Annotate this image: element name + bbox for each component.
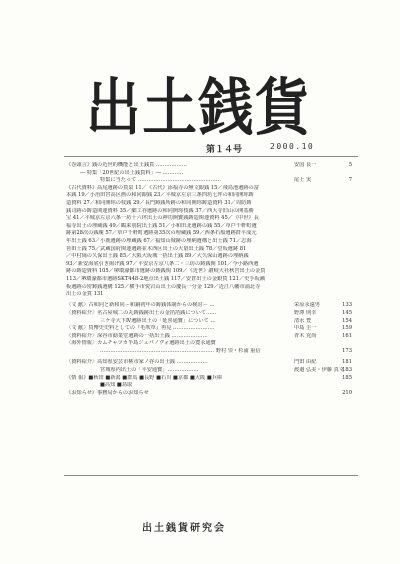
toc-entry — [66, 177, 352, 185]
toc-entry-page: 173 — [342, 348, 352, 355]
toc-entry — [66, 268, 352, 276]
toc-entry-title: 本銭 19／小治田宮高区画の和同銀銭 23／平城京左京三条四坊七坪の和同開珎鋳 — [66, 192, 254, 199]
toc-entry-title: ………………………………………………………… 野村 崇・杉浦 重信 — [100, 348, 261, 355]
toc-entry — [66, 192, 352, 200]
toc-entry-page: 210 — [342, 389, 352, 396]
toc-entry-title: 出土の金貨 131 — [66, 291, 104, 298]
toc-entry-title: 三ケ寺大下Ⅳ遺跡出土の「延喜通寶」について … — [100, 317, 216, 324]
toc-entry-title: 〈資料紹介〉深谷市勧業堂遺跡の一括出土銭 ………………… — [66, 332, 208, 339]
toc-entry — [66, 390, 352, 398]
toc-entry — [66, 246, 352, 254]
toc-entry-title: 〈資料紹介〉高知県安芸市桃市家ノ谷の出土銭 ……………… — [66, 359, 208, 366]
toc-entry — [66, 170, 352, 178]
toc-entry — [66, 291, 352, 299]
toc-entry-page: 5 — [348, 162, 352, 168]
toc-entry-title: 〈資料紹介〉名古屋城二の丸鋳銭跡出土の金箔箔銭について…… — [66, 310, 217, 317]
toc-entry — [66, 215, 352, 223]
toc-entry — [66, 276, 352, 284]
toc-entry-author: 青木 克尚 — [294, 332, 317, 339]
toc-entry-title: 跡第28次の銭塊 57／草戸千軒町遺跡第35次の埋蔵銭 59／西条石船遺跡群平成元 — [66, 230, 257, 237]
toc-entry — [66, 302, 352, 310]
toc-entry — [66, 223, 352, 231]
toc-entry — [66, 310, 352, 318]
toc-entry-author: 栄原永遠男 — [294, 302, 320, 309]
toc-entry-title: 《古代資料》高尾遺跡の貨泉 11／《古代》添福寺の無文銀銭 15／飛鳥池遺跡の富 — [66, 184, 259, 191]
journal-title: 出土銭貨 — [86, 71, 312, 144]
toc-entry-title: ／中村岡の久保出土銭 85／大阪大坂城一括出土銭 89／大久保山遺跡の埋納銭 — [66, 253, 249, 260]
toc-entry-page: 154 — [342, 317, 352, 324]
toc-entry — [66, 185, 352, 193]
toc-entry-page: 185 — [342, 374, 352, 381]
toc-entry — [66, 284, 352, 292]
toc-entry-author: 清水 豊 — [294, 317, 312, 324]
toc-entry-author: 野澤 則幸 — [294, 310, 317, 317]
toc-entry-author: 中島 圭一 — [294, 325, 317, 332]
toc-entry — [66, 253, 352, 261]
toc-entry-title: 113／堺環濠都市遺跡SKT448-2地点出土銭 117／安倉出土の金銀貨 121／史手坂瀬 — [66, 275, 265, 282]
toc-entry — [66, 333, 352, 341]
toc-entry-author: 尾上 実 — [294, 177, 312, 184]
toc-entry-title: 特集に当たって ………………………………………… — [100, 177, 221, 184]
toc-entry — [66, 200, 352, 208]
toc-entry-title: 〈文 献〉古和同と新和同－和銅初年の鋳銭体制からの検討－ … — [66, 302, 215, 309]
toc-entry — [66, 359, 352, 367]
toc-entry-page: 145 — [342, 310, 352, 317]
issue-date: 2000.10 — [270, 142, 315, 151]
toc-entry — [66, 382, 352, 390]
toc-entry-author: 安国 良一 — [294, 162, 317, 168]
toc-entry — [66, 375, 352, 383]
toc-entry-title: 《お知らせ》事務局からのお知らせ — [66, 389, 149, 396]
toc-entry-page: 183 — [342, 367, 352, 374]
toc-entry-title: 《情 報》■秋田 ■新潟 ■群馬 ■長野 ■石川 ■京都 ■大阪 ■兵庫 — [66, 374, 223, 381]
table-of-contents — [66, 162, 352, 397]
toc-entry-page: 7 — [348, 177, 352, 184]
toc-entry-title: 年出土銭 63／小鹿遺跡の埋蔵銭 67／福知山城跡の埋納遺構と出土銭 71／志海 — [66, 237, 252, 244]
issue-number: 第１４号 — [206, 145, 243, 155]
toc-entry-title: 93／新安海底引き揚げ銭 97／平安京左京八条二・三坊の鋳銭関 101／今小路西遺 — [66, 260, 259, 267]
toc-entry-title: 造資料 27／和同開珎の枝銭 29／長門鋳銭所跡の和同開珎鋳造資料 31／周防鋳 — [66, 199, 252, 206]
toc-entry — [66, 340, 352, 348]
toc-entry — [66, 318, 352, 326]
toc-entry-author: 門田 由紀 — [294, 359, 317, 366]
toc-entry-title: 板遺跡の密鋳銭遺構 125／横手市愛宕山出土の慶長一分金 129／近江八幡市浦北寺 — [66, 283, 261, 290]
toc-entry — [66, 348, 352, 356]
toc-entry — [66, 367, 352, 375]
toc-entry — [66, 208, 352, 216]
toc-entry-author: 渡邉 弘美・伊藤 真文 — [294, 367, 344, 374]
toc-entry-page: 159 — [342, 325, 352, 332]
bottom-divider — [64, 475, 358, 476]
top-divider — [64, 156, 358, 157]
toc-entry — [66, 261, 352, 269]
toc-entry-title: ■高知 ■鳥取 — [100, 382, 133, 389]
toc-entry-title: 宝 41／平城京左京六条一坊十六坪出土の神功開寶銭鋳造関連資料 45／《中世》長 — [66, 215, 259, 222]
toc-entry — [66, 325, 352, 333]
toc-entry-page: 161 — [342, 332, 352, 339]
toc-entry — [66, 238, 352, 246]
toc-entry-page: 133 — [342, 302, 352, 309]
publisher-name: 出土銭貨研究会 — [142, 523, 226, 534]
toc-entry-title: 苔田土銭 75／武蔵国府関連遺跡並木西区出土の大量出土銭 78／堂坂遺跡 81 — [66, 245, 247, 252]
toc-entry-title: 《巻頭言》銭の近世的機能と出土銭貨 ……………… — [66, 162, 187, 168]
toc-entry-title: ― 特集「20世紀の出土銭貨料」― ………… — [80, 169, 184, 176]
toc-entry-title: 〈文 献〉貨幣史史料としての『毛吹草』再見 …………………… — [66, 325, 215, 332]
toc-entry-title: 〈海外情報〉カムチャツカ半島ジュパノヴォ遺跡出土の寛永通寶 — [66, 340, 216, 347]
toc-entry-title: 福寺出土の埋蔵銭 49／鶴来別院出土銭 51／小和田北遺跡の銭 55／草戸千軒町遺 — [66, 222, 257, 229]
toc-entry-title: 銭司跡の鋳造関連資料 35／細工谷遺跡の和同開珎枝銭 37／西大寺旧山の開基勝 — [66, 207, 254, 214]
toc-entry-title: 跡の鋳造資料 105／堺環濠都市遺跡の鋳銭関 109／《近世》讃岐大社秋宮出土の金貨 — [66, 268, 266, 275]
toc-entry-title: 宮城県内出土の「平安通寶」……………… — [100, 367, 199, 374]
toc-entry — [66, 230, 352, 238]
toc-entry-page: 181 — [342, 359, 352, 366]
toc-entry — [66, 162, 352, 170]
